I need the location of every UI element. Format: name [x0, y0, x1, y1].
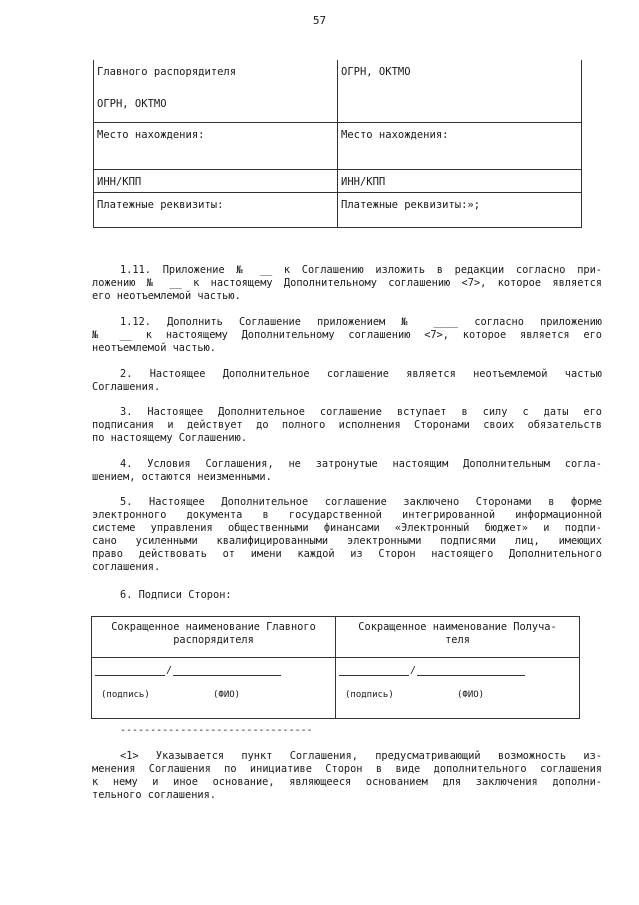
requisites-left-cell: [94, 170, 338, 193]
text-line: его неотъемлемой частью.: [92, 290, 241, 302]
left-party-header: [92, 617, 336, 658]
text-line: шением, остаются неизменными.: [92, 471, 272, 483]
text-line: соглашения.: [92, 561, 161, 573]
text-line: электронного документа в государственной интегрированной информационной: [92, 509, 602, 521]
slash: /: [410, 665, 417, 676]
text-line: 4. Условия Соглашения, не затронутые настоящим Дополнительным согла-: [120, 458, 602, 470]
cell-text: Главного распорядителя: [97, 66, 237, 78]
cell-text: ИНН/КПП: [97, 176, 142, 188]
table-row: [94, 60, 582, 123]
paragraph-1-11: [92, 264, 602, 303]
text-line: 1.11. Приложение № __ к Соглашению изложить в редакции согласно при-: [120, 264, 602, 276]
cell-text: ОГРН, ОКТМО: [97, 98, 167, 110]
requisites-right-cell: [338, 170, 582, 193]
paragraph-3: [92, 406, 602, 445]
cell-text: Платежные реквизиты:»;: [341, 199, 481, 211]
signature-line: [95, 664, 332, 676]
text-line: 6. Подписи Сторон:: [120, 589, 232, 601]
text-line: право действовать от имени каждой из Сторон настоящего Дополнительного: [92, 548, 602, 560]
table-row: [94, 193, 582, 228]
header-text: распорядителя: [173, 634, 254, 646]
name-caption: (ФИО): [457, 690, 485, 700]
cell-text: Место нахождения:: [97, 129, 205, 141]
requisites-right-cell: [338, 123, 582, 170]
name-caption: (ФИО): [213, 690, 241, 700]
paragraph-4: [92, 458, 602, 484]
right-party-header: [336, 617, 580, 658]
header-text: теля: [445, 634, 470, 646]
sign-caption: (подпись): [101, 690, 150, 700]
paragraph-1-12: [92, 316, 602, 355]
text-line: 3. Настоящее Дополнительное соглашение вступает в силу с даты его: [120, 406, 602, 418]
signature-line: [339, 664, 576, 676]
cell-text: Место нахождения:: [341, 129, 449, 141]
requisites-table: [93, 60, 582, 228]
text-line: неотъемлемой частью.: [92, 342, 216, 354]
signatures-table: [91, 616, 580, 719]
table-row: [94, 170, 582, 193]
left-signature-cell: [92, 658, 336, 719]
table-row: [94, 123, 582, 170]
header-text: Сокращенное наименование Получа-: [358, 621, 557, 633]
cell-text: ОГРН, ОКТМО: [341, 66, 411, 78]
requisites-left-cell: [94, 123, 338, 170]
text-line: 5. Настоящее Дополнительное соглашение заключено Сторонами в форме: [120, 496, 602, 508]
text-line: сано усиленными квалифицированными электронными подписями лиц, имеющих: [92, 535, 602, 547]
right-signature-cell: [336, 658, 580, 719]
text-line: Соглашения.: [92, 381, 161, 393]
cell-text: ИНН/КПП: [341, 176, 386, 188]
text-line: системе управления общественными финансами «Электронный бюджет» и подпи-: [92, 522, 602, 534]
paragraph-5: [92, 496, 602, 574]
name-blank: [173, 664, 281, 676]
text-line: № __ к настоящему Дополнительному соглашению <7>, которое является его: [92, 329, 602, 341]
table-row: [92, 617, 580, 658]
cell-text: Платежные реквизиты:: [97, 199, 224, 211]
table-row: [92, 658, 580, 719]
paragraph-2: [92, 368, 602, 394]
text-line: по настоящему Соглашению.: [92, 432, 247, 444]
requisites-right-cell: [338, 60, 582, 123]
signature-blank: [95, 664, 165, 676]
signature-captions: [95, 690, 332, 700]
footnote-separator: --------------------------------: [120, 725, 313, 736]
text-line: тельного соглашения.: [92, 789, 216, 801]
text-line: <1> Указывается пункт Соглашения, предусматривающий возможность из-: [120, 750, 602, 762]
page-number: 57: [312, 14, 327, 27]
paragraph-6: [92, 589, 602, 602]
sign-caption: (подпись): [345, 690, 394, 700]
requisites-left-cell: [94, 60, 338, 123]
text-line: менения Соглашения по инициативе Сторон в виде дополнительного соглашения: [92, 763, 602, 775]
text-line: подписания и действует до полного исполнения Сторонами своих обязательств: [92, 419, 602, 431]
text-line: 1.12. Дополнить Соглашение приложением № ____ согласно приложению: [120, 316, 602, 328]
footnote-1: [92, 750, 602, 802]
header-text: Сокращенное наименование Главного: [111, 621, 316, 633]
text-line: 2. Настоящее Дополнительное соглашение является неотъемлемой частью: [120, 368, 602, 380]
signature-blank: [339, 664, 409, 676]
requisites-right-cell: [338, 193, 582, 228]
text-line: к нему и иное основание, являющееся основанием для заключения дополни-: [92, 776, 602, 788]
name-blank: [417, 664, 525, 676]
slash: /: [166, 665, 173, 676]
signature-captions: [339, 690, 576, 700]
requisites-left-cell: [94, 193, 338, 228]
text-line: ложению № __ к настоящему Дополнительному соглашению <7>, которое является: [92, 277, 602, 289]
